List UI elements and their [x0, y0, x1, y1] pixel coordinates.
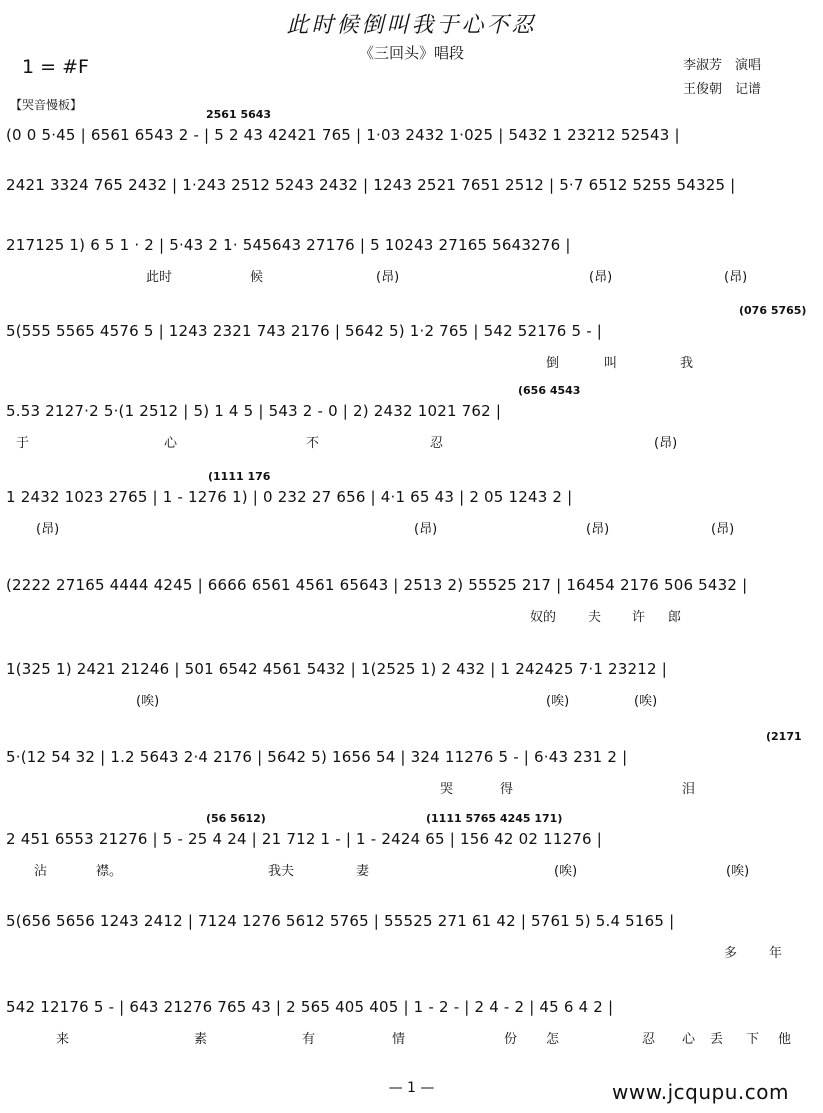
lyric-word: (昂) — [586, 522, 610, 537]
overhead-notes: (1111 176 — [208, 470, 271, 483]
lyric-word: 妻 — [356, 864, 370, 879]
score-line — [6, 470, 818, 548]
lyric-word: (昂) — [711, 522, 735, 537]
lyric-row — [6, 606, 818, 624]
lyric-word: 份 — [504, 1032, 518, 1047]
lyric-row — [6, 352, 818, 370]
notation-row: 5.53 2127·2 5·(1 2512 | 5) 1 4 5 | 543 2 - 0 | 2) 2432 1021 762 | — [6, 402, 502, 420]
overhead-notes: (076 5765) — [739, 304, 807, 317]
notation-row: 1(325 1) 2421 21246 | 501 6542 4561 5432 | 1(2525 1) 2 432 | 1 242425 7·1 23212 | — [6, 660, 667, 678]
lyric-word: (昂) — [36, 522, 60, 537]
lyric-word: (昂) — [414, 522, 438, 537]
lyric-row — [6, 432, 818, 450]
score-line — [6, 812, 818, 890]
score-line — [6, 660, 818, 720]
lyric-word: 叫 — [604, 356, 618, 371]
lyric-word: 忍 — [642, 1032, 656, 1047]
lyric-row — [6, 266, 818, 284]
lyric-word: (唉) — [554, 864, 578, 879]
song-title: 此时候倒叫我于心不忍 — [286, 13, 537, 38]
lyric-word: (昂) — [654, 436, 678, 451]
lyric-word: 他 — [778, 1032, 792, 1047]
score-line — [6, 576, 818, 636]
lyric-word: 丢 — [710, 1032, 724, 1047]
lyric-row — [6, 518, 818, 536]
lyric-word: 素 — [194, 1032, 208, 1047]
lyric-word: 许 — [632, 610, 646, 625]
lyric-word: 哭 — [440, 782, 454, 797]
notation-row: 2421 3324 765 2432 | 1·243 2512 5243 2432 | 1243 2521 7651 2512 | 5·7 6512 5255 54325 | — [6, 176, 736, 194]
notation-row: 5(656 5656 1243 2412 | 7124 1276 5612 5765 | 55525 271 61 42 | 5761 5) 5.4 5165 | — [6, 912, 675, 930]
overhead-notes: (656 4543 — [518, 384, 581, 397]
lyric-word: 多 — [724, 946, 738, 961]
notation-row: 542 12176 5 - | 643 21276 765 43 | 2 565 405 405 | 1 - 2 - | 2 4 - 2 | 45 6 4 2 | — [6, 998, 614, 1016]
score-line — [6, 998, 818, 1058]
lyric-word: (唉) — [726, 864, 750, 879]
lyric-word: 襟。 — [96, 864, 123, 879]
overhead-notes: (2171 — [766, 730, 802, 743]
lyric-word: 心 — [682, 1032, 696, 1047]
lyric-word: 于 — [16, 436, 30, 451]
notation-row: 5(555 5565 4576 5 | 1243 2321 743 2176 | 5642 5) 1·2 765 | 542 52176 5 - | — [6, 322, 603, 340]
key-signature: 1 = #F — [22, 56, 89, 78]
notation-row: (2222 27165 4444 4245 | 6666 6561 4561 65643 | 2513 2) 55525 217 | 16454 2176 506 5432 | — [6, 576, 748, 594]
lyric-word: (昂) — [589, 270, 613, 285]
score-line — [6, 912, 818, 972]
score-line — [6, 176, 818, 236]
notation-row: 5·(12 54 32 | 1.2 5643 2·4 2176 | 5642 5) 1656 54 | 324 11276 5 - | 6·43 231 2 | — [6, 748, 628, 766]
lyric-word: 怎 — [546, 1032, 560, 1047]
score-line — [6, 304, 818, 382]
site-watermark: www.jcqupu.com — [612, 1080, 789, 1104]
lyric-word: 来 — [56, 1032, 70, 1047]
lyric-word: (唉) — [546, 694, 570, 709]
lyric-word: (昂) — [376, 270, 400, 285]
lyric-row — [6, 1028, 818, 1046]
lyric-word: 有 — [302, 1032, 316, 1047]
overhead-notes: (56 5612) — [206, 812, 266, 825]
lyric-row — [6, 942, 818, 960]
lyric-row — [6, 860, 818, 878]
lyric-word: 忍 — [430, 436, 444, 451]
lyric-word: 夫 — [588, 610, 602, 625]
notation-row: 2 451 6553 21276 | 5 - 25 4 24 | 21 712 1 - | 1 - 2424 65 | 156 42 02 11276 | — [6, 830, 603, 848]
lyric-word: 我 — [680, 356, 694, 371]
lyric-word: 泪 — [682, 782, 696, 797]
tempo-marking: 【哭音慢板】 — [10, 98, 83, 112]
lyric-word: 我夫 — [268, 864, 295, 879]
credit-transcriber: 王俊朝 记谱 — [683, 82, 762, 97]
lyric-word: 候 — [250, 270, 264, 285]
credit-singer: 李淑芳 演唱 — [683, 58, 762, 73]
notation-row: 217125 1) 6 5 1 · 2 | 5·43 2 1· 545643 27176 | 5 10243 27165 5643276 | — [6, 236, 571, 254]
song-subtitle: 《三回头》唱段 — [358, 44, 464, 62]
overhead-notes: (1111 5765 4245 171) — [426, 812, 563, 825]
lyric-word: 奴的 — [530, 610, 557, 625]
lyric-word: (昂) — [724, 270, 748, 285]
lyric-row — [6, 690, 818, 708]
lyric-word: 不 — [306, 436, 320, 451]
lyric-row — [6, 778, 818, 796]
lyric-word: 郎 — [668, 610, 682, 625]
lyric-word: (唉) — [634, 694, 658, 709]
lyric-word: 下 — [746, 1032, 760, 1047]
overhead-notes: 2561 5643 — [206, 108, 272, 121]
lyric-word: 心 — [164, 436, 178, 451]
lyric-word: 年 — [769, 946, 783, 961]
notation-row: (0 0 5·45 | 6561 6543 2 - | 5 2 43 42421 765 | 1·03 2432 1·025 | 5432 1 23212 52543 | — [6, 126, 680, 144]
score-line — [6, 384, 818, 462]
notation-row: 1 2432 1023 2765 | 1 - 1276 1) | 0 232 27 656 | 4·1 65 43 | 2 05 1243 2 | — [6, 488, 573, 506]
lyric-word: 倒 — [546, 356, 560, 371]
page-number: — 1 — — [388, 1080, 435, 1096]
score-line — [6, 730, 818, 808]
lyric-word: 得 — [500, 782, 514, 797]
lyric-word: (唉) — [136, 694, 160, 709]
score-line — [6, 236, 818, 296]
lyric-word: 沾 — [34, 864, 48, 879]
lyric-word: 情 — [392, 1032, 406, 1047]
lyric-word: 此时 — [146, 270, 173, 285]
